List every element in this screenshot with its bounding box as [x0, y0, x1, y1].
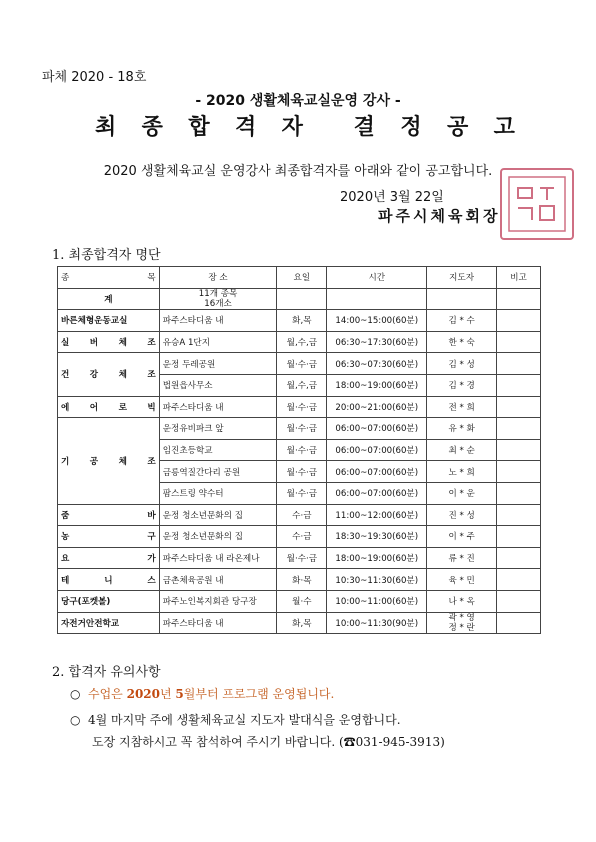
place-cell: 파주스타디움 내 — [159, 612, 277, 634]
time-cell: 14:00~15:00(60분) — [327, 310, 427, 332]
remark-cell — [497, 461, 541, 483]
day-cell: 월,수,금 — [277, 331, 327, 353]
time-cell: 06:00~07:00(60분) — [327, 482, 427, 504]
section1-title: 1. 최종합격자 명단 — [52, 248, 161, 263]
table-row — [58, 526, 541, 548]
leader-cell: 김 * 성 — [427, 353, 497, 375]
table-cell — [327, 288, 427, 310]
time-cell: 10:00~11:00(60분) — [327, 590, 427, 612]
remark-cell — [497, 482, 541, 504]
leader-cell: 이 * 운 — [427, 482, 497, 504]
remark-cell — [497, 396, 541, 418]
place-cell: 운정 청소년문화의 집 — [159, 526, 277, 548]
time-cell: 06:00~07:00(60분) — [327, 439, 427, 461]
category-cell: 자전거안전학교 — [58, 612, 160, 634]
remark-cell — [497, 526, 541, 548]
place-cell: 법원읍사무소 — [159, 374, 277, 396]
time-cell: 06:00~07:00(60분) — [327, 461, 427, 483]
notice-text: 수업은 — [88, 687, 127, 701]
notice-highlight: 2020 — [126, 687, 160, 701]
remark-cell — [497, 547, 541, 569]
header-time: 시간 — [327, 267, 427, 289]
day-cell: 화,목 — [277, 310, 327, 332]
leader-cell — [427, 612, 497, 634]
table-row — [58, 590, 541, 612]
table-row — [58, 504, 541, 526]
leader-name: 곽 * 영 — [448, 612, 475, 623]
day-cell: 화·목 — [277, 569, 327, 591]
time-cell: 10:30~11:30(60분) — [327, 569, 427, 591]
place-cell: 금촌체육공원 내 — [159, 569, 277, 591]
time-cell: 06:30~07:30(60분) — [327, 353, 427, 375]
leader-cell: 나 * 옥 — [427, 590, 497, 612]
category-cell: 당구(포켓볼) — [58, 590, 160, 612]
title-char: 합 — [188, 115, 210, 140]
official-seal — [500, 168, 574, 240]
leader-name: 정 * 란 — [448, 622, 475, 633]
remark-cell — [497, 612, 541, 634]
intro-text: 2020 생활체육교실 운영강사 최종합격자를 아래와 같이 공고합니다. — [103, 164, 493, 179]
day-cell: 월·수·금 — [277, 547, 327, 569]
total-place-line: 11개 종목 — [198, 288, 238, 299]
time-cell: 06:00~07:00(60분) — [327, 418, 427, 440]
category-cell: 줌 바 — [58, 504, 160, 526]
total-place — [159, 288, 277, 310]
header-day: 요일 — [277, 267, 327, 289]
remark-cell — [497, 310, 541, 332]
title-char: 결 — [353, 115, 375, 140]
notice-attendance: 도장 지참하시고 꼭 참석하여 주시기 바랍니다. (☎031-945-3913) — [92, 735, 445, 749]
day-cell: 수·금 — [277, 504, 327, 526]
leader-cell: 전 * 희 — [427, 396, 497, 418]
table-cell — [427, 288, 497, 310]
remark-cell — [497, 504, 541, 526]
remark-cell — [497, 590, 541, 612]
leader-cell: 한 * 숙 — [427, 331, 497, 353]
place-cell: 금릉역질간다리 공원 — [159, 461, 277, 483]
place-cell: 파주노인복지회관 당구장 — [159, 590, 277, 612]
notice-program-start — [70, 685, 334, 702]
leader-cell: 류 * 진 — [427, 547, 497, 569]
remark-cell — [497, 569, 541, 591]
time-cell: 06:30~17:30(60분) — [327, 331, 427, 353]
table-row — [58, 612, 541, 634]
category-cell: 바른체형운동교실 — [58, 310, 160, 332]
leader-cell: 유 * 화 — [427, 418, 497, 440]
bullet-icon: ○ — [70, 687, 81, 701]
time-cell: 18:30~19:30(60분) — [327, 526, 427, 548]
leader-cell: 최 * 순 — [427, 439, 497, 461]
place-cell: 운정유비파크 앞 — [159, 418, 277, 440]
leader-cell: 김 * 수 — [427, 310, 497, 332]
document-subtitle: - 2020 생활체육교실운영 강사 - — [195, 93, 401, 109]
header-place: 장 소 — [159, 267, 277, 289]
table-row — [58, 547, 541, 569]
place-cell: 팜스트링 약수터 — [159, 482, 277, 504]
time-cell: 20:00~21:00(60분) — [327, 396, 427, 418]
section2-title: 2. 합격자 유의사항 — [52, 665, 161, 680]
category-cell: 기 공 체 조 — [58, 418, 160, 504]
title-char: 정 — [400, 115, 422, 140]
category-cell: 에 어 로 빅 — [58, 396, 160, 418]
title-char: 최 — [95, 115, 117, 140]
notice-text: 년 — [160, 687, 176, 701]
day-cell: 월·수 — [277, 590, 327, 612]
total-label: 계 — [58, 288, 160, 310]
remark-cell — [497, 374, 541, 396]
table-row — [58, 418, 541, 440]
category-cell: 건 강 체 조 — [58, 353, 160, 396]
category-cell: 요 가 — [58, 547, 160, 569]
day-cell: 월·수·금 — [277, 418, 327, 440]
remark-cell — [497, 331, 541, 353]
day-cell: 월·수·금 — [277, 396, 327, 418]
issuer-name: 파주시체육회장 — [378, 207, 501, 225]
bullet-icon: ○ — [70, 713, 81, 727]
leader-cell: 노 * 희 — [427, 461, 497, 483]
remark-cell — [497, 353, 541, 375]
place-cell: 파주스타디움 내 라온제나 — [159, 547, 277, 569]
title-char: 종 — [141, 115, 163, 140]
day-cell: 월·수·금 — [277, 439, 327, 461]
category-cell: 농 구 — [58, 526, 160, 548]
table-cell — [497, 288, 541, 310]
finalist-table — [57, 266, 541, 634]
document-title — [95, 110, 515, 141]
day-cell: 월·수·금 — [277, 461, 327, 483]
place-cell: 유승A 1단지 — [159, 331, 277, 353]
table-cell — [277, 288, 327, 310]
place-cell: 파주스타디움 내 — [159, 396, 277, 418]
table-total-row — [58, 288, 541, 310]
time-cell: 11:00~12:00(60분) — [327, 504, 427, 526]
total-place-line: 16개소 — [204, 298, 232, 309]
leader-cell: 진 * 성 — [427, 504, 497, 526]
table-row — [58, 353, 541, 375]
time-cell: 10:00~11:30(90분) — [327, 612, 427, 634]
place-cell: 임진초등학교 — [159, 439, 277, 461]
header-leader: 지도자 — [427, 267, 497, 289]
category-cell: 실 버 체 조 — [58, 331, 160, 353]
day-cell: 월·수·금 — [277, 482, 327, 504]
announcement-date: 2020년 3월 22일 — [340, 190, 444, 205]
remark-cell — [497, 418, 541, 440]
table-row — [58, 569, 541, 591]
title-char: 공 — [446, 115, 469, 140]
seal-graphic — [506, 174, 568, 234]
table-row — [58, 396, 541, 418]
table-row — [58, 331, 541, 353]
place-cell: 파주스타디움 내 — [159, 310, 277, 332]
document-number: 파체 2020 - 18호 — [42, 70, 147, 85]
leader-cell: 김 * 경 — [427, 374, 497, 396]
notice-text: 4월 마지막 주에 생활체육교실 지도자 발대식을 운영합니다. — [88, 713, 401, 727]
title-char: 격 — [234, 115, 257, 140]
day-cell: 월,수,금 — [277, 374, 327, 396]
table-header-row — [58, 267, 541, 289]
title-char: 고 — [493, 115, 515, 140]
title-char: 자 — [281, 115, 303, 140]
remark-cell — [497, 439, 541, 461]
day-cell: 화,목 — [277, 612, 327, 634]
time-cell: 18:00~19:00(60분) — [327, 547, 427, 569]
leader-cell: 이 * 주 — [427, 526, 497, 548]
place-cell: 운정 청소년문화의 집 — [159, 504, 277, 526]
leader-cell: 육 * 민 — [427, 569, 497, 591]
day-cell: 수·금 — [277, 526, 327, 548]
place-cell: 운정 두레공원 — [159, 353, 277, 375]
header-category: 종 목 — [58, 267, 160, 289]
header-remark: 비고 — [497, 267, 541, 289]
category-cell: 테 니 스 — [58, 569, 160, 591]
notice-ceremony — [70, 711, 401, 728]
time-cell: 18:00~19:00(60분) — [327, 374, 427, 396]
notice-text: 월부터 프로그램 운영됩니다. — [183, 687, 335, 701]
day-cell: 월·수·금 — [277, 353, 327, 375]
notice-highlight: 5 — [175, 687, 184, 701]
table-row — [58, 310, 541, 332]
